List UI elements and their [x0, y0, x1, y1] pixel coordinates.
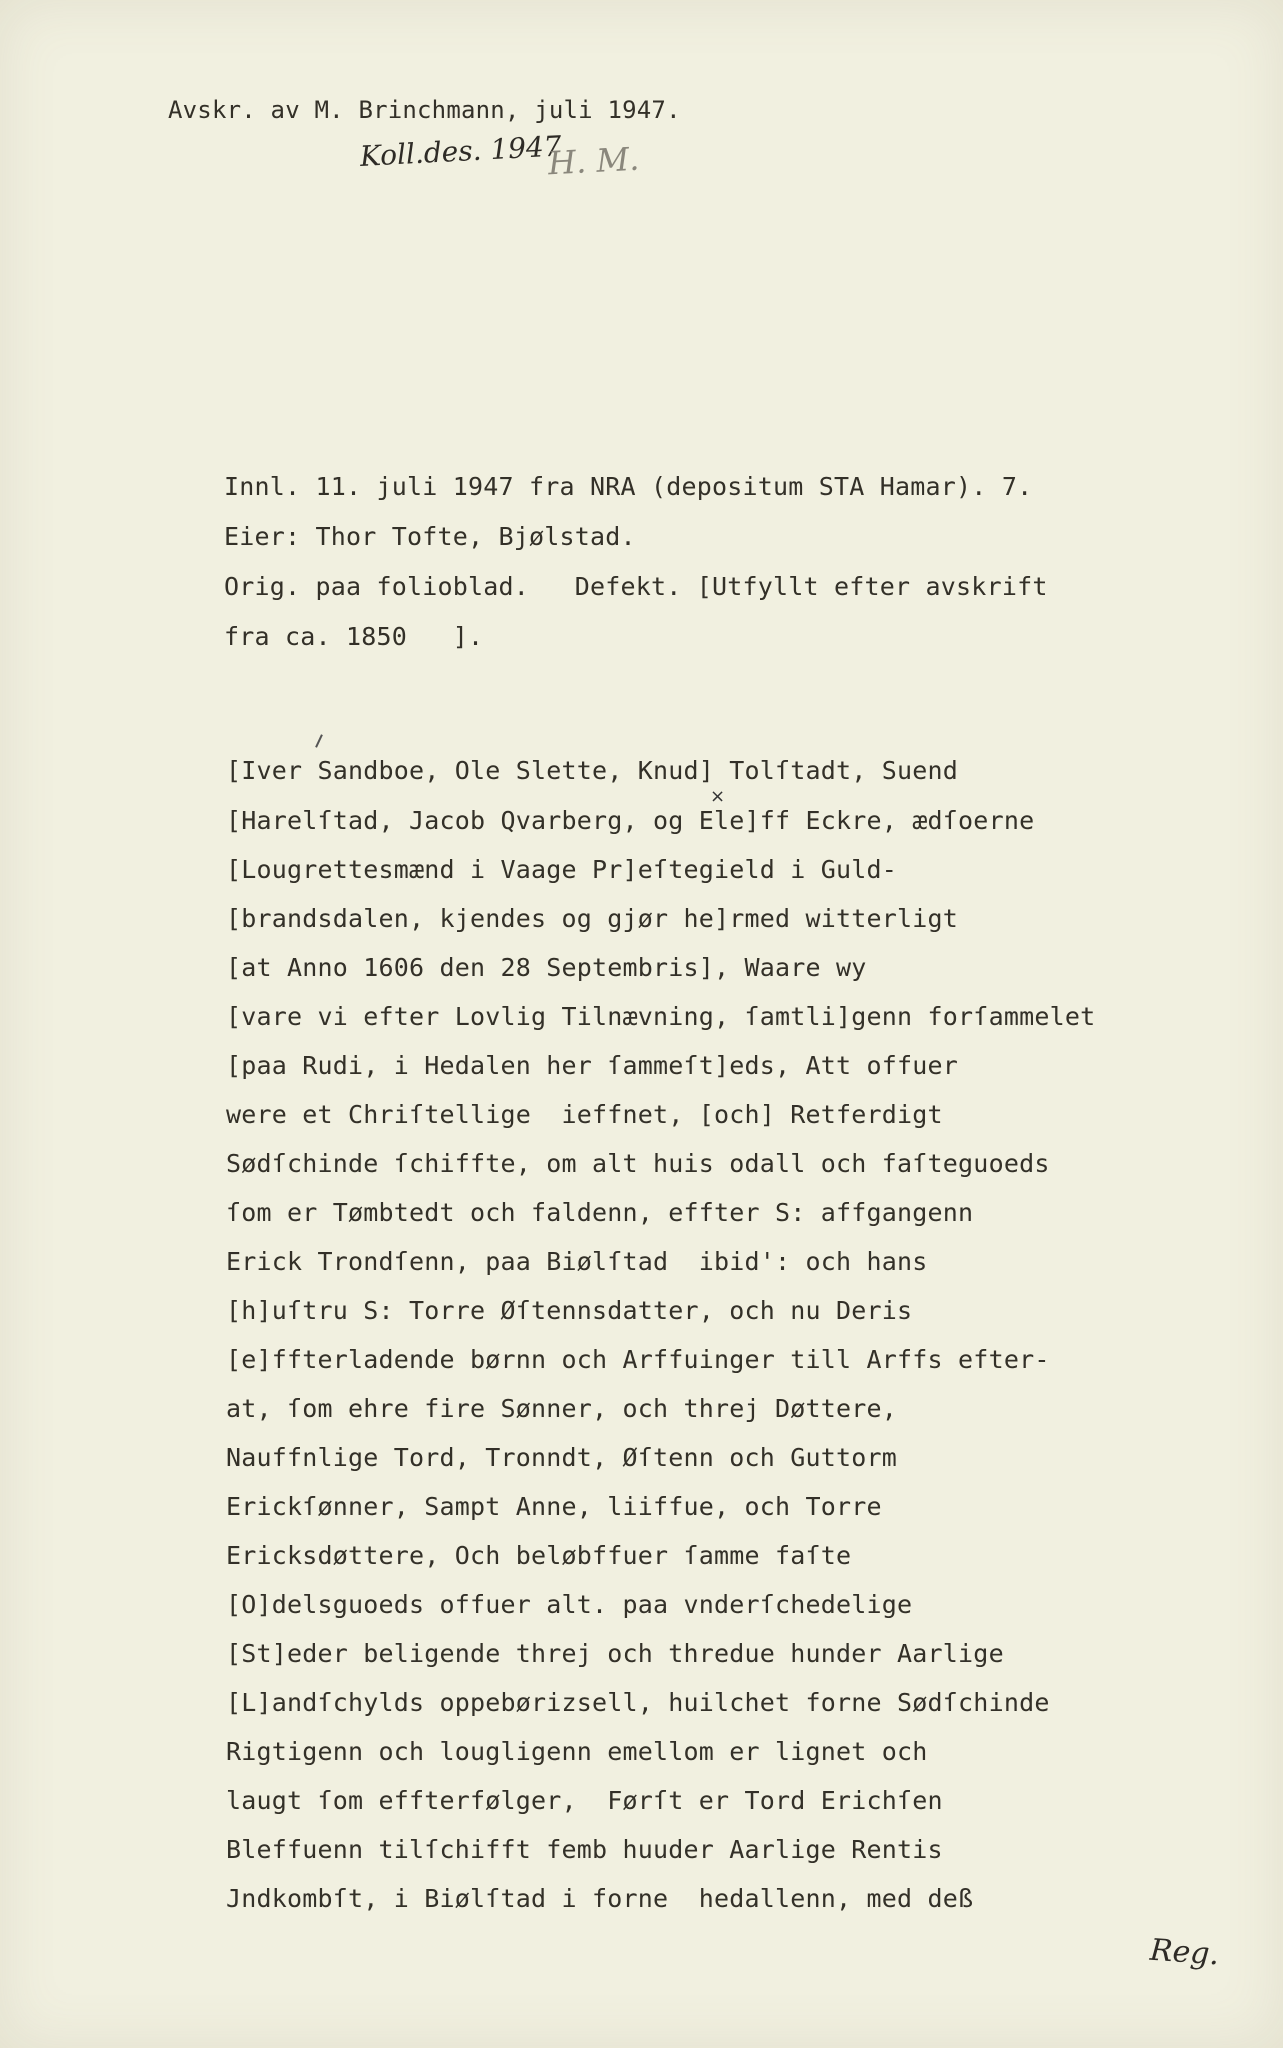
- body-line: Sødſchinde ſchiffte, om alt huis odall och faſteguoeds: [226, 1149, 1050, 1178]
- body-line: Erick Trondſenn, paa Biølſtad ibid': och hans: [226, 1247, 928, 1276]
- body-line: [at Anno 1606 den 28 Septembris], Waare wy: [226, 953, 867, 982]
- body-line: [Harelſtad, Jacob Qvarberg, og Ele]ff Eckre, ædſoerne: [226, 806, 1035, 835]
- body-line: ſom er Tømbtedt och faldenn, effter S: affgangenn: [226, 1198, 974, 1227]
- body-line: at, ſom ehre fire Sønner, och threj Døttere,: [226, 1394, 898, 1423]
- body-line: [Iver Sandboe, Ole Slette, Knud] Tolſtadt, Suend: [226, 756, 959, 785]
- body-line: [vare vi efter Lovlig Tilnævning, ſamtli]genn forſammelet: [226, 1002, 1096, 1031]
- body-line: [paa Rudi, i Hedalen her ſammeſt]eds, Att offuer: [226, 1051, 959, 1080]
- body-line: laugt ſom effterfølger, Førſt er Tord Erichſen: [226, 1786, 943, 1815]
- body-line: Erickſønner, Sampt Anne, liiffue, och Torre: [226, 1492, 882, 1521]
- body-line: Bleffuenn tilſchifft femb huuder Aarlige Rentis: [226, 1835, 943, 1864]
- handwritten-reg-mark: Reg.: [1148, 1932, 1221, 1973]
- meta-line-source-date: fra ca. 1850 ].: [224, 622, 484, 651]
- meta-line-original: Orig. paa folioblad. Defekt. [Utfyllt efter avskrift: [224, 572, 1048, 601]
- body-line: [h]uſtru S: Torre Øſtennsdatter, och nu Deris: [226, 1296, 913, 1325]
- body-line: [Lougrettesmænd i Vaage Pr]eſtegield i Guld-: [226, 855, 898, 884]
- body-line: [e]ffterladende børnn och Arffuinger till Arffs efter-: [226, 1345, 1050, 1374]
- body-line: Nauffnlige Tord, Tronndt, Øſtenn och Guttorm: [226, 1443, 898, 1472]
- transcription-credit: Avskr. av M. Brinchmann, juli 1947.: [168, 96, 681, 124]
- handwritten-initials: H. M.: [547, 139, 641, 183]
- pencil-tick-mark: [315, 734, 323, 748]
- handwritten-collation-note: Koll.des. 1947: [359, 129, 563, 173]
- body-line: [St]eder beligende threj och thredue hunder Aarlige: [226, 1639, 1004, 1668]
- body-line: were et Chriſtellige ieffnet, [och] Retferdigt: [226, 1100, 943, 1129]
- body-line: Rigtigenn och lougligenn emellom er lignet och: [226, 1737, 928, 1766]
- body-line: Ericksdøttere, Och beløbffuer ſamme faſte: [226, 1541, 852, 1570]
- body-line: [brandsdalen, kjendes og gjør he]rmed witterligt: [226, 904, 959, 933]
- meta-line-owner: Eier: Thor Tofte, Bjølstad.: [224, 522, 636, 551]
- body-line: [L]andſchylds oppebørizsell, huilchet forne Sødſchinde: [226, 1688, 1050, 1717]
- body-line: Jndkombſt, i Biølſtad i forne hedallenn, med deß: [226, 1884, 974, 1913]
- cross-mark: ×: [710, 786, 726, 807]
- body-line: [O]delsguoeds offuer alt. paa vnderſchedelige: [226, 1590, 913, 1619]
- meta-line-received: Innl. 11. juli 1947 fra NRA (depositum STA Hamar). 7.: [224, 472, 1033, 501]
